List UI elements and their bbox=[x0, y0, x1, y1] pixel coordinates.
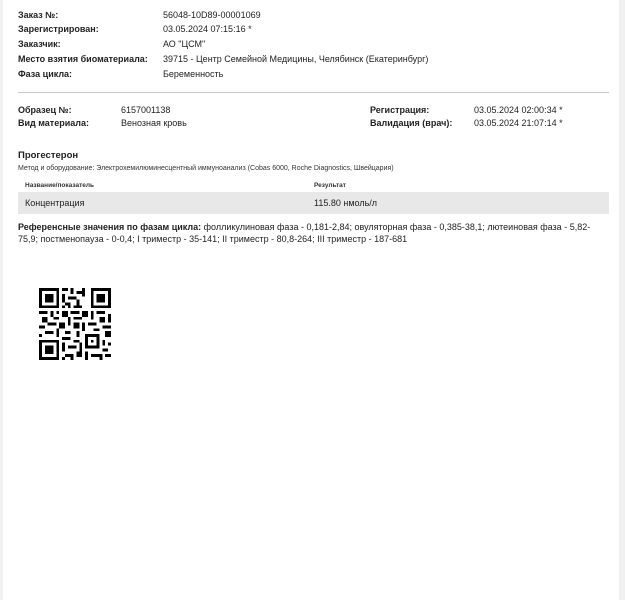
customer-label: Заказчик: bbox=[18, 39, 61, 49]
reference-values bbox=[18, 221, 593, 245]
place-value: 39715 - Центр Семейной Медицины, Челябинск (Екатеринбург) bbox=[163, 54, 429, 64]
sample-number-label: Образец №: bbox=[18, 105, 72, 115]
test-method: Метод и оборудование: Электрохемилюминесцентный иммуноанализ (Cobas 6000, Roche Diagnostics, Швейцария) bbox=[18, 165, 394, 172]
phase-label: Фаза цикла: bbox=[18, 69, 73, 79]
order-value: 56048-10D89-00001069 bbox=[163, 10, 261, 20]
reference-text: фолликулиновая фаза - 0,181-2,84; овуляторная фаза - 0,385-38,1; лютеиновая фаза - 5,82-75,9; постменопауза - 0-0,4; I триместр - 35-141; II триместр - 80,8-264; III триместр - 187-681 bbox=[18, 222, 591, 244]
registered-value: 03.05.2024 07:15:16 * bbox=[163, 24, 252, 34]
validation-value: 03.05.2024 21:07:14 * bbox=[474, 118, 563, 128]
column-header-name: Название/показатель bbox=[25, 182, 95, 189]
test-title: Прогестерон bbox=[18, 150, 79, 161]
place-label: Место взятия биоматериала: bbox=[18, 54, 148, 64]
report-page bbox=[3, 0, 619, 600]
row-result: 115.80 нмоль/л bbox=[314, 198, 378, 208]
sample-number-value: 6157001138 bbox=[121, 105, 171, 115]
customer-value: АО "ЦСМ" bbox=[163, 39, 206, 49]
order-label: Заказ №: bbox=[18, 10, 59, 20]
registered-label: Зарегистрирован: bbox=[18, 24, 99, 34]
reference-label: Референсные значения по фазам цикла: bbox=[18, 222, 202, 232]
qr-code bbox=[39, 288, 111, 360]
material-value: Венозная кровь bbox=[121, 118, 187, 128]
column-header-result: Результат bbox=[314, 182, 346, 189]
divider bbox=[18, 92, 609, 93]
registration-value: 03.05.2024 02:00:34 * bbox=[474, 105, 563, 115]
row-name: Концентрация bbox=[25, 198, 85, 208]
validation-label: Валидация (врач): bbox=[370, 118, 453, 128]
phase-value: Беременность bbox=[163, 69, 224, 79]
material-label: Вид материала: bbox=[18, 118, 89, 128]
registration-label: Регистрация: bbox=[370, 105, 430, 115]
